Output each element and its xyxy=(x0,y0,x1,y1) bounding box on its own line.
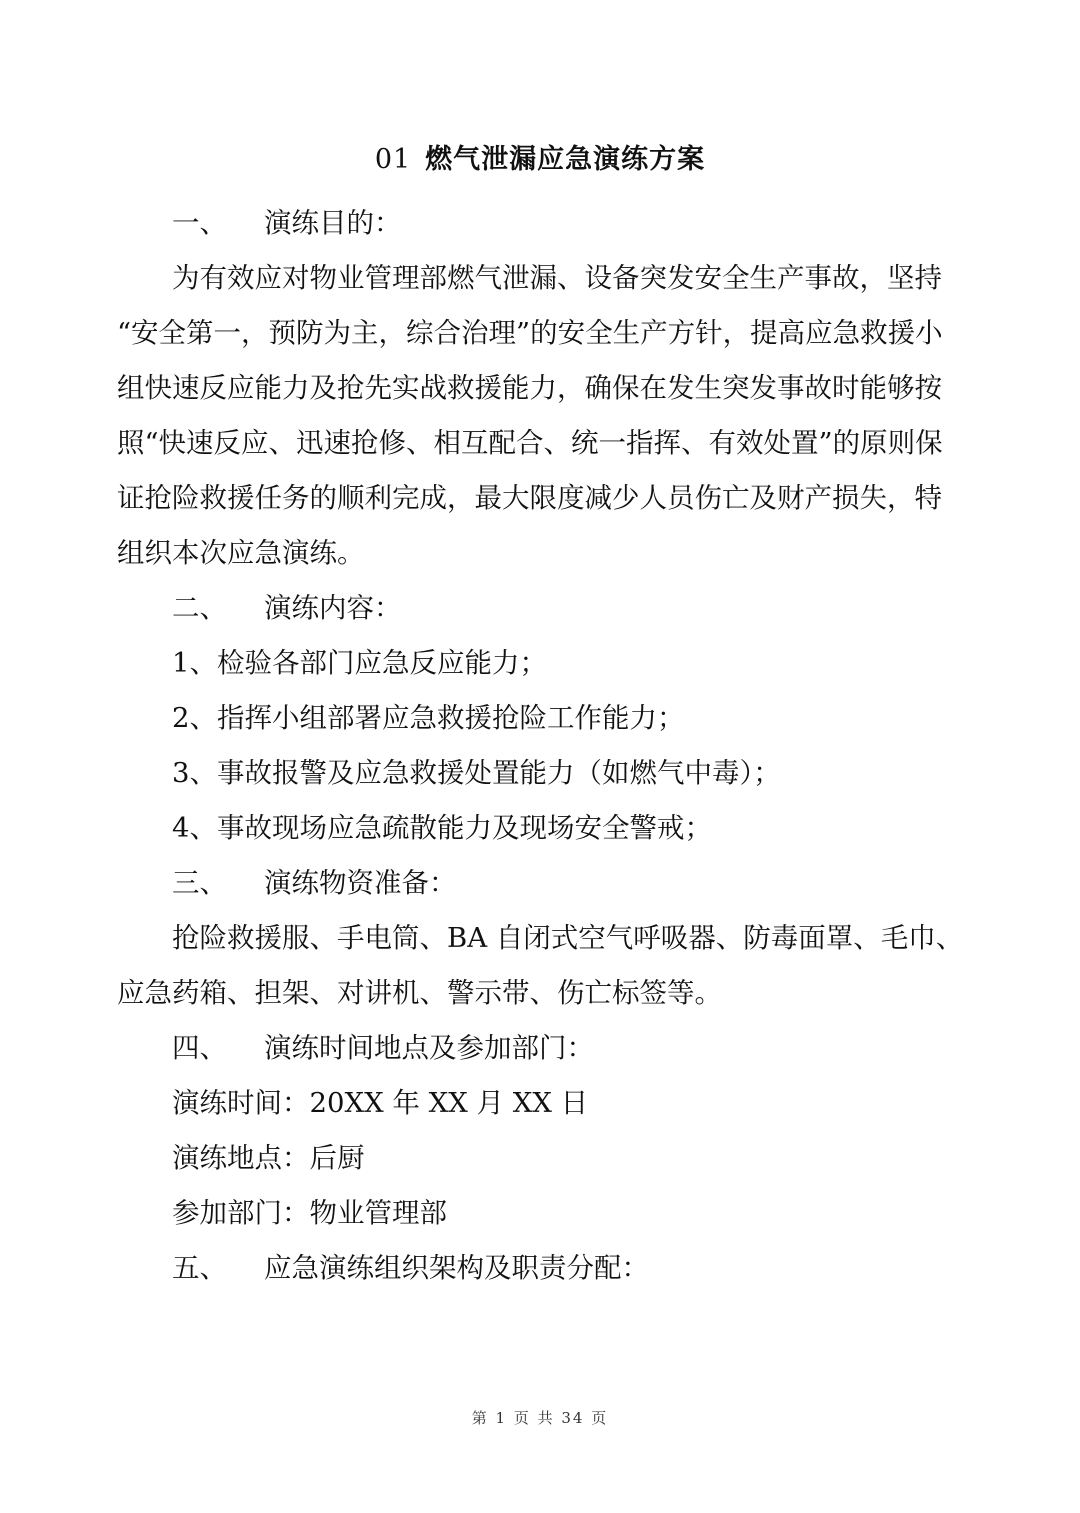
section-mark: 二、 xyxy=(172,592,227,624)
content-item-4: 4、事故现场应急疏散能力及现场安全警戒； xyxy=(172,812,712,844)
materials-line-2: 应急药箱、担架、对讲机、警示带、伤亡标签等。 xyxy=(117,977,722,1009)
content-item-2: 2、指挥小组部署应急救援抢险工作能力； xyxy=(172,702,685,734)
document-title xyxy=(0,140,1080,180)
section-heading-5 xyxy=(117,1241,967,1296)
document-body xyxy=(117,196,967,1296)
purpose-line-2: “安全第一，预防为主，综合治理”的安全生产方针，提高应急救援小 xyxy=(117,317,943,349)
section-label: 应急演练组织架构及职责分配： xyxy=(264,1252,649,1284)
section-label: 演练目的： xyxy=(264,207,402,239)
content-item-1: 1、检验各部门应急反应能力； xyxy=(172,647,547,679)
purpose-line-3: 组快速反应能力及抢先实战救援能力，确保在发生突发事故时能够按 xyxy=(117,372,942,404)
page-footer: 第 1 页 共 34 页 xyxy=(471,1409,609,1427)
section-heading-1 xyxy=(117,196,967,251)
drill-departments: 参加部门：物业管理部 xyxy=(172,1197,447,1229)
section-heading-2 xyxy=(117,581,967,636)
purpose-line-5: 证抢险救援任务的顺利完成，最大限度减少人员伤亡及财产损失，特 xyxy=(117,482,942,514)
purpose-line-6: 组织本次应急演练。 xyxy=(117,537,365,569)
section-mark: 四、 xyxy=(172,1032,227,1064)
purpose-line-1: 为有效应对物业管理部燃气泄漏、设备突发安全生产事故，坚持 xyxy=(172,262,942,294)
section-mark: 五、 xyxy=(172,1252,227,1284)
drill-place: 演练地点：后厨 xyxy=(172,1142,365,1174)
section-heading-3 xyxy=(117,856,967,911)
section-mark: 一、 xyxy=(172,207,227,239)
section-label: 演练物资准备： xyxy=(264,867,457,899)
title-text: 燃气泄漏应急演练方案 xyxy=(425,144,706,175)
section-label: 演练时间地点及参加部门： xyxy=(264,1032,594,1064)
drill-time: 演练时间：20XX 年 XX 月 XX 日 xyxy=(172,1087,589,1119)
section-heading-4 xyxy=(117,1021,967,1076)
section-label: 演练内容： xyxy=(264,592,402,624)
title-number: 01 xyxy=(374,144,412,175)
section-mark: 三、 xyxy=(172,867,227,899)
purpose-line-4: 照“快速反应、迅速抢修、相互配合、统一指挥、有效处置”的原则保 xyxy=(117,427,943,459)
materials-line-1: 抢险救援服、手电筒、BA 自闭式空气呼吸器、防毒面罩、毛巾、 xyxy=(172,922,964,954)
content-item-3: 3、事故报警及应急救援处置能力（如燃气中毒）； xyxy=(172,757,781,789)
